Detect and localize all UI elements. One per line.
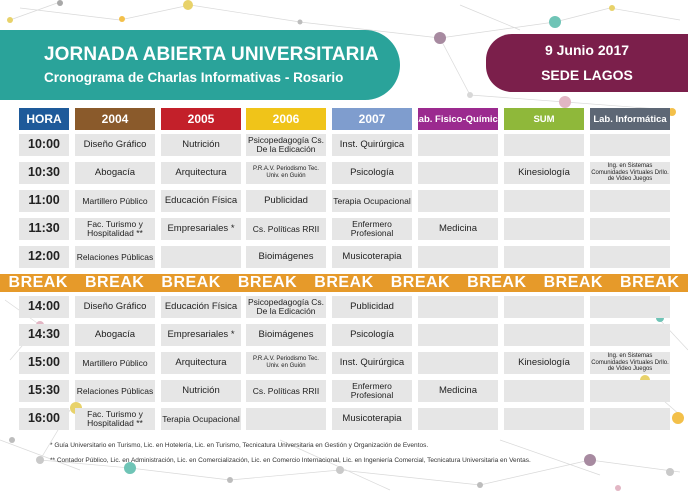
talk-cell: Nutrición (161, 134, 241, 156)
break-label: BREAK (8, 274, 68, 291)
time-cell: 12:00 (19, 246, 69, 268)
talk-cell (504, 190, 584, 212)
talk-cell (504, 134, 584, 156)
talk-cell (418, 134, 498, 156)
talk-cell: Medicina (418, 380, 498, 402)
column-header-1: 2004 (75, 108, 155, 130)
talk-cell: Enfermero Profesional (332, 218, 412, 240)
talk-cell: Psicología (332, 162, 412, 184)
column-header-3: 2006 (246, 108, 326, 130)
talk-cell: Musicoterapia (332, 408, 412, 430)
talk-cell: Abogacía (75, 162, 155, 184)
footnote-1: * Guía Universitario en Turismo, Lic. en Hotelería, Lic. en Turismo, Tecnicatura Universitaria en Gestión y Organización de Eventos. (50, 442, 429, 449)
talk-cell: Publicidad (246, 190, 326, 212)
break-label: BREAK (620, 274, 680, 291)
talk-cell (590, 246, 670, 268)
talk-cell: Terapia Ocupacional (161, 408, 241, 430)
break-bar (0, 274, 688, 292)
footnote-2: ** Contador Público, Lic. en Administración, Lic. en Comercialización, Lic. en Comercio Internacional, Lic. en Ingeniería Comercial, Tecnicatura Universitaria en Ventas. (50, 457, 531, 464)
event-title: JORNADA ABIERTA UNIVERSITARIA (44, 44, 379, 65)
talk-cell (504, 324, 584, 346)
column-header-4: 2007 (332, 108, 412, 130)
column-header-2: 2005 (161, 108, 241, 130)
talk-cell (504, 380, 584, 402)
talk-cell: Empresariales * (161, 324, 241, 346)
talk-cell (418, 296, 498, 318)
time-cell: 10:00 (19, 134, 69, 156)
talk-cell: Cs. Políticas RRII (246, 218, 326, 240)
talk-cell (418, 190, 498, 212)
talk-cell (590, 190, 670, 212)
talk-cell: Bioimágenes (246, 246, 326, 268)
talk-cell: P.R.A.V. Periodismo Tec. Univ. en Guión (246, 162, 326, 184)
talk-cell: Educación Física (161, 190, 241, 212)
break-label: BREAK (237, 274, 298, 291)
talk-cell (161, 246, 241, 268)
talk-cell (590, 380, 670, 402)
talk-cell (418, 162, 498, 184)
time-cell: 14:00 (19, 296, 69, 318)
talk-cell (590, 408, 670, 430)
talk-cell: Bioimágenes (246, 324, 326, 346)
talk-cell: Terapia Ocupacional (332, 190, 412, 212)
talk-cell: Martillero Público (75, 190, 155, 212)
time-cell: 11:00 (19, 190, 69, 212)
talk-cell (590, 296, 670, 318)
column-header-7: Lab. Informática (590, 108, 670, 130)
time-cell: 15:00 (19, 352, 69, 374)
talk-cell (504, 408, 584, 430)
talk-cell: Diseño Gráfico (75, 134, 155, 156)
break-label: BREAK (84, 274, 145, 291)
event-date: 9 Junio 2017 (544, 42, 630, 58)
talk-cell: Ing. en Sistemas Comunidades Virtuales Drllo. de Video Juegos (591, 163, 669, 183)
event-venue: SEDE LAGOS (541, 67, 633, 83)
talk-cell (504, 296, 584, 318)
talk-cell: Musicoterapia (332, 246, 412, 268)
talk-cell: Ing. en Sistemas Comunidades Virtuales Drllo. de Video Juegos (591, 353, 669, 373)
talk-cell (418, 408, 498, 430)
talk-cell: Arquitectura (161, 352, 241, 374)
talk-cell: Psicopedagogía Cs. De la Edicación (247, 296, 325, 316)
column-header-0: HORA (19, 108, 69, 130)
talk-cell (246, 408, 326, 430)
talk-cell: Inst. Quirúrgica (332, 134, 412, 156)
talk-cell: Abogacía (75, 324, 155, 346)
time-cell: 11:30 (19, 218, 69, 240)
break-label: BREAK (161, 274, 221, 291)
talk-cell (590, 218, 670, 240)
talk-cell: P.R.A.V. Periodismo Tec. Univ. en Guión (246, 352, 326, 374)
time-cell: 14:30 (19, 324, 69, 346)
date-banner (486, 34, 688, 92)
talk-cell: Fac. Turismo y Hospitalidad ** (75, 218, 155, 240)
event-subtitle: Cronograma de Charlas Informativas - Rosario (44, 70, 344, 85)
talk-cell (590, 134, 670, 156)
talk-cell: Publicidad (332, 296, 412, 318)
talk-cell: Kinesiología (504, 162, 584, 184)
break-label: BREAK (543, 274, 603, 291)
talk-cell (418, 324, 498, 346)
talk-cell: Psicopedagogía Cs. De la Edicación (247, 134, 325, 154)
column-header-6: SUM (504, 108, 584, 130)
talk-cell: Educación Física (161, 296, 241, 318)
talk-cell (418, 352, 498, 374)
time-cell: 15:30 (19, 380, 69, 402)
talk-cell: Inst. Quirúrgica (332, 352, 412, 374)
break-label: BREAK (390, 274, 451, 291)
talk-cell: Enfermero Profesional (332, 380, 412, 402)
talk-cell: Nutrición (161, 380, 241, 402)
talk-cell: Psicología (332, 324, 412, 346)
talk-cell: Diseño Gráfico (75, 296, 155, 318)
talk-cell: Arquitectura (161, 162, 241, 184)
talk-cell (504, 246, 584, 268)
talk-cell: Empresariales * (161, 218, 241, 240)
talk-cell: Relaciones Públicas (75, 246, 155, 268)
time-cell: 10:30 (19, 162, 69, 184)
talk-cell: Martillero Público (75, 352, 155, 374)
talk-cell: Cs. Políticas RRII (246, 380, 326, 402)
talk-cell (418, 246, 498, 268)
break-label: BREAK (314, 274, 374, 291)
talk-cell: Relaciones Públicas (75, 380, 155, 402)
break-label: BREAK (467, 274, 527, 291)
talk-cell: Fac. Turismo y Hospitalidad ** (75, 408, 155, 430)
talk-cell (590, 324, 670, 346)
talk-cell: Medicina (418, 218, 498, 240)
talk-cell: Kinesiología (504, 352, 584, 374)
talk-cell (504, 218, 584, 240)
time-cell: 16:00 (19, 408, 69, 430)
column-header-5: Lab. Fisico-Química (418, 108, 498, 130)
